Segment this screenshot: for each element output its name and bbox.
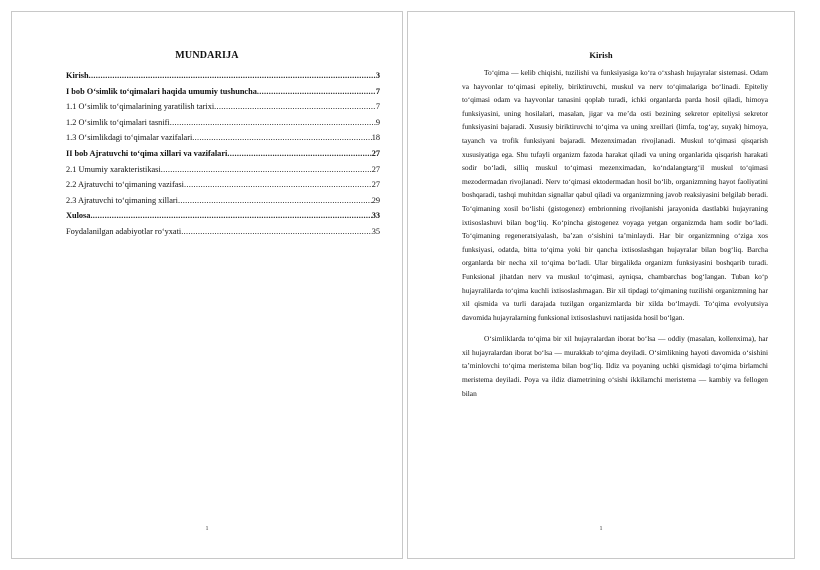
- toc-entry[interactable]: [66, 115, 380, 131]
- toc-entry-page: 3: [375, 71, 380, 80]
- toc-entry-page: 33: [371, 211, 380, 221]
- toc-entry-title: Kirish: [66, 71, 89, 80]
- toc-title: MUNDARIJA: [175, 50, 239, 61]
- body-text: [462, 66, 768, 408]
- toc-dot-leader: [192, 130, 371, 146]
- toc-entry[interactable]: [66, 208, 380, 224]
- toc-entry-title: 1.3 O‘simlikdagi to‘qimalar vazifalari: [66, 133, 193, 143]
- toc-entry-page: 9: [375, 117, 380, 127]
- toc-entry-title: 1.1 O‘simlik to‘qimalarining yaratilish tarixi: [66, 102, 215, 112]
- section-heading: Kirish: [589, 50, 613, 60]
- toc-entry-title: 1.2 O‘simlik to‘qimalari tasnifi: [66, 117, 170, 127]
- toc-entry[interactable]: [66, 146, 380, 162]
- toc-entry[interactable]: [66, 84, 380, 100]
- toc-entry-title: II bob Ajratuvchi to‘qima xillari va vazifalari: [66, 148, 228, 158]
- page-1: [11, 11, 403, 559]
- page-number: 1: [599, 526, 603, 532]
- toc-entry-page: 29: [371, 195, 380, 205]
- toc-dot-leader: [90, 208, 371, 224]
- toc-dot-leader: [161, 162, 372, 178]
- toc-entry[interactable]: [66, 162, 380, 178]
- toc-entry[interactable]: [66, 68, 380, 84]
- toc-entry-title: 2.3 Ajratuvchi to‘qimaning xillari: [66, 195, 178, 205]
- toc-entry-page: 35: [371, 226, 380, 236]
- toc-entry[interactable]: [66, 177, 380, 193]
- toc-dot-leader: [89, 68, 376, 84]
- toc-entry-title: 2.2 Ajratuvchi to‘qimaning vazifasi: [66, 180, 184, 190]
- toc-entry-page: 18: [371, 133, 380, 143]
- toc-dot-leader: [178, 193, 372, 209]
- paragraph: O‘simliklarda to‘qima bir xil hujayralardan iborat bo‘lsa — oddiy (masalan, kollenxima), har xil hujayralardan iborat bo‘lsa — murakkab to‘qima deyiladi. O‘simlikning hayoti davomida o‘sishini ta’minlovchi to‘qima meristema bilan bog‘liq. Ildiz va poyaning uchki qismidagi to‘qima birlamchi meristema deyiladi. Poya va ildiz diametrining o‘sishi ikkilamchi meristema — kambiy va fellogen bilan: [462, 334, 768, 398]
- toc-dot-leader: [227, 146, 371, 162]
- toc-entry-title: Xulosa: [66, 211, 91, 221]
- toc-dot-leader: [181, 224, 372, 240]
- toc-dot-leader: [257, 84, 376, 100]
- toc-entry[interactable]: [66, 193, 380, 209]
- table-of-contents: [66, 68, 380, 240]
- page-2: [407, 11, 795, 559]
- toc-dot-leader: [184, 177, 372, 193]
- toc-entry[interactable]: [66, 130, 380, 146]
- toc-entry-page: 27: [371, 164, 380, 174]
- toc-entry-title: 2.1 Umumiy xarakteristikasi: [66, 164, 161, 174]
- toc-entry-page: 27: [371, 148, 380, 158]
- toc-dot-leader: [214, 99, 376, 115]
- toc-entry[interactable]: [66, 224, 380, 240]
- page-number: 1: [205, 526, 209, 532]
- toc-entry[interactable]: [66, 99, 380, 115]
- toc-entry-page: 7: [375, 102, 380, 112]
- toc-entry-page: 27: [371, 180, 380, 190]
- toc-entry-page: 7: [375, 86, 380, 96]
- paragraph: To‘qima — kelib chiqishi, tuzilishi va funksiyasiga ko‘ra o‘xshash hujayralar sistemasi. Odam va hayvonlar to‘qimasi epiteliy, biriktiruvchi, muskul va nerv to‘qimalariga bo‘linadi. Epiteliy to‘qimasi odam va hayvonlar tanasini qoplab turadi, ichki organlarda parda hosil qiladi, himoya funksiyasini, uning hosilalari, masalan, jigar va me’da osti bezining sekretor epiteliysi sekretor funksiyasini bajaradi. Xususiy biriktiruvchi to‘qima va uning xreillari (limfa, tog‘ay, suyak) himoya, tayanch va trofik funksiyani bajaradi. Mezenximadan rivojlanadi. Muskul to‘qimasi qisqarish xususiyatiga ega. Shu tufayli organizm fazoda harakat qiladi va uning organlarida qisqarish harakati sodir bo‘ladi, silliq muskul to‘qimasi mezenximadan, ko‘ndalangtarg‘il muskul to‘qimasi mezodermadan rivojlanadi. Nerv to‘qimasi ektodermadan hosil bo‘lib, organizmning hayot faoliyatini boshqaradi, tashqi muhitdan signallar qabul qiladi va organizmning javob reaksiyasini belgilab beradi. To‘qimaning xosil bo‘lishi (gistogenez) embrionning rivojlanishi jarayonida dastlabki hujayraning ixtisoslashuvi bilan bog‘liq. Ko‘pincha gistogenez voyaga yetgan organizmda ham sodir bo‘ladi. To‘qimaning regeneratsiyalash, ba’zan o‘sishini ta’minlaydi. Har bir organizmning o‘ziga xos funksiyasi, odatda, bitta to‘qima yoki bir qancha ixtisoslashgan hujayralar bilan bog‘liq. Barcha organlarda bir necha xil to‘qima bo‘ladi. Ular birgalikda organizm funksiyasini boshqarib turadi. Funksional jihatdan nerv va muskul to‘qimasi, ayniqsa, chambarchas bog‘langan. Tuban ko‘p hujayralilarda to‘qima kuchli ixtisoslashmagan. Bir xil tipdagi to‘qimaning tuzilishi organizmning har xil qismida va turli darajada tuzilgan organizmlarda bir xilda bo‘lmaydi. To‘qima evolyutsiya davomida hujayralarning funksional ixtisoslashuvi natijasida hosil bo‘lgan.: [462, 68, 768, 322]
- toc-entry-title: I bob O‘simlik to‘qimalari haqida umumiy tushuncha: [66, 86, 257, 96]
- toc-entry-title: Foydalanilgan adabiyotlar ro‘yxati: [66, 226, 182, 236]
- toc-dot-leader: [170, 115, 376, 131]
